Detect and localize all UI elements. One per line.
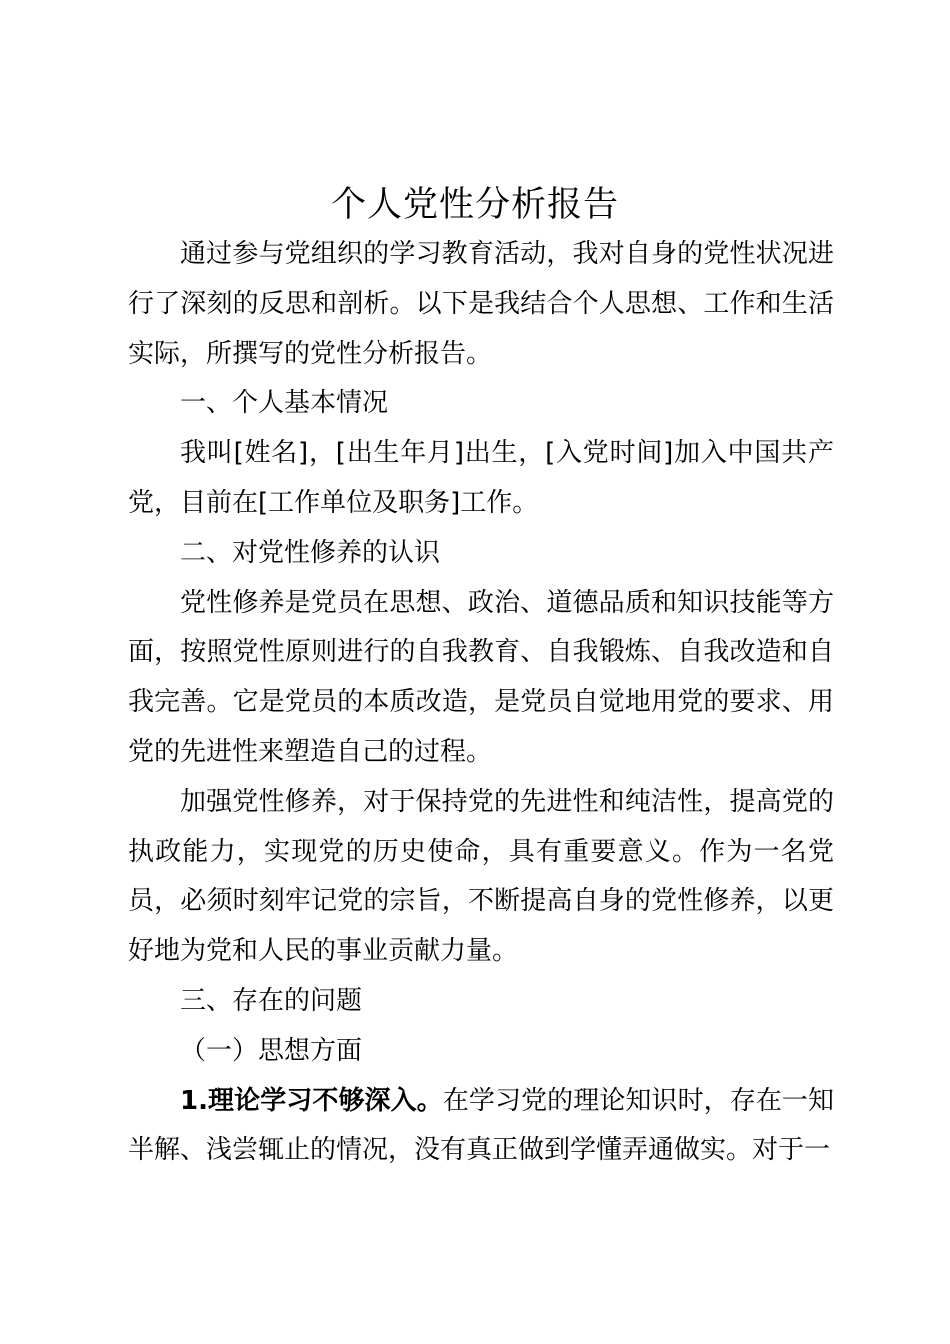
- intro-paragraph: 通过参与党组织的学习教育活动，我对自身的党性状况进行了深刻的反思和剖析。以下是我结合个人思想、工作和生活实际，所撰写的党性分析报告。: [128, 239, 834, 369]
- understanding-paragraph-2: 加强党性修养，对于保持党的先进性和纯洁性，提高党的执政能力，实现党的历史使命，具有重要意义。作为一名党员，必须时刻牢记党的宗旨，不断提高自身的党性修养，以更好地为党和人民的事业贡献力量。: [128, 786, 834, 967]
- problem-paragraph-1: [128, 1077, 834, 1177]
- section-heading-understanding: 二、对党性修养的认识: [180, 537, 441, 568]
- understanding-paragraph-1: 党性修养是党员在思想、政治、道德品质和知识技能等方面，按照党性原则进行的自我教育、自我锻炼、自我改造和自我完善。它是党员的本质改造，是党员自觉地用党的要求、用党的先进性来塑造自己的过程。: [128, 587, 834, 767]
- document-body: [128, 230, 834, 1176]
- basic-info-paragraph: 我叫[姓名]，[出生年月]出生，[入党时间]加入中国共产党，目前在[工作单位及职务]工作。: [128, 438, 834, 518]
- section-heading-basic-info: 一、个人基本情况: [180, 388, 389, 419]
- document-title: 个人党性分析报告: [330, 185, 619, 225]
- section-heading-problems: 三、存在的问题: [180, 985, 363, 1016]
- problem-lead-in: 1.理论学习不够深入。: [180, 1085, 443, 1116]
- problem-text: 在学习党的理论知识时，存在一知半解、浅尝辄止的情况，没有真正做到学懂弄通做实。对于一: [128, 1085, 834, 1166]
- subsection-heading-thought: （一）思想方面: [180, 1035, 363, 1066]
